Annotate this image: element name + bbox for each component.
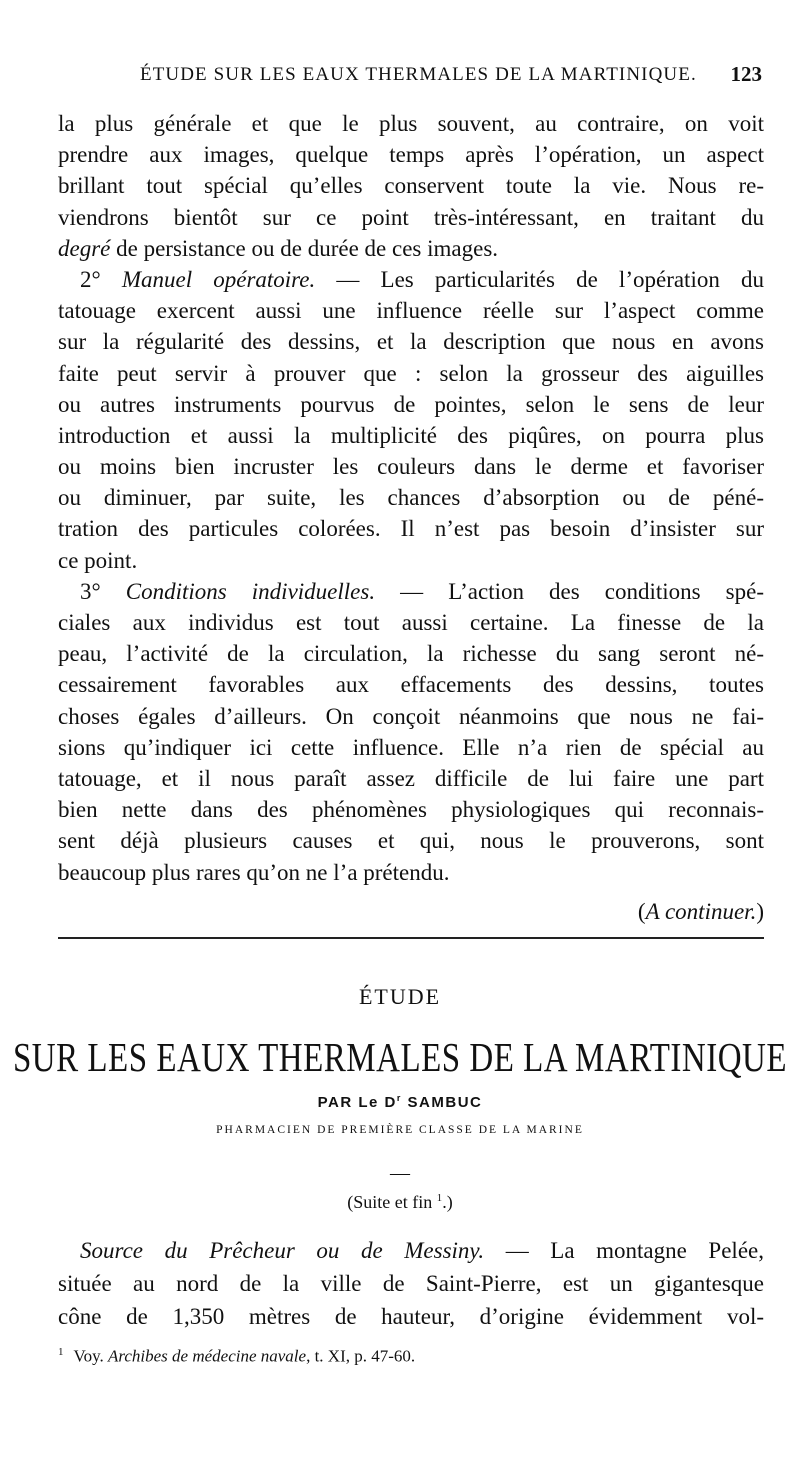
text-line xyxy=(58,607,764,638)
text-line xyxy=(58,264,764,295)
text-line xyxy=(58,857,764,888)
author-le: Le D xyxy=(358,1094,397,1111)
text-line xyxy=(58,825,764,856)
footnote-voy: Voy. xyxy=(73,1346,108,1366)
footnote-ref: 1 xyxy=(436,1192,443,1204)
section-title: SUR LES EAUX THERMALES DE LA MARTINIQUE xyxy=(12,1036,788,1081)
text-line xyxy=(58,701,764,732)
line-text: tatouage exercent aussi une influence réelle sur l’aspect comme xyxy=(58,298,764,324)
line-text: ou moins bien incruster les couleurs dans le derme et favoriser xyxy=(58,454,764,480)
suite-close: .) xyxy=(442,1192,453,1212)
italic-term: Source du Prêcheur ou de Messiny. xyxy=(80,1238,485,1263)
text-line xyxy=(58,794,764,825)
footnote xyxy=(58,1346,415,1367)
text-line xyxy=(58,638,764,669)
suite-text: (Suite et fin xyxy=(347,1192,437,1212)
line-text: beaucoup plus rares qu’on ne l’a prétendu. xyxy=(58,859,450,885)
running-title: ÉTUDE SUR LES EAUX THERMALES DE LA MARTINIQUE. xyxy=(140,64,697,85)
author-par: PAR xyxy=(317,1094,353,1111)
text-line xyxy=(58,482,764,513)
text-line xyxy=(58,451,764,482)
text-line xyxy=(58,108,764,139)
line-number-prefix: 3° xyxy=(80,578,126,604)
line-text: — L’action des conditions spé- xyxy=(375,578,764,604)
page-number: 123 xyxy=(730,62,762,86)
to-be-continued xyxy=(58,896,764,927)
text-line xyxy=(58,295,764,326)
text-line xyxy=(58,669,764,700)
line-text: tatouage, et il nous paraît assez difficile de lui faire une part xyxy=(58,765,764,791)
line-text: brillant tout spécial qu’elles conservent toute la vie. Nous re- xyxy=(58,173,764,199)
text-line xyxy=(58,358,764,389)
line-text: située au nord de la ville de Saint-Pierre, est un gigantesque xyxy=(58,1271,764,1296)
text-line xyxy=(58,732,764,763)
section-divider xyxy=(58,937,764,939)
line-text: cessairement favorables aux effacements des dessins, toutes xyxy=(58,672,764,698)
text-line xyxy=(58,576,764,607)
line-text: sur la régularité des dessins, et la description que nous en avons xyxy=(58,329,764,355)
text-line xyxy=(58,1300,764,1333)
line-text: choses égales d’ailleurs. On conçoit néanmoins que nous ne fai- xyxy=(58,703,764,729)
line-text: ciales aux individus est tout aussi certaine. La finesse de la xyxy=(58,610,764,635)
author-sup: r xyxy=(396,1093,402,1103)
text-line xyxy=(58,1234,764,1267)
section-kicker: ÉTUDE xyxy=(358,984,442,1009)
line-text: sions qu’indiquer ici cette influence. Elle n’a rien de spécial au xyxy=(58,734,764,760)
line-text: bien nette dans des phénomènes physiologiques qui reconnais- xyxy=(58,797,764,823)
line-text: — La montagne Pelée, xyxy=(484,1238,764,1263)
line-text: prendre aux images, quelque temps après l’opération, un aspect xyxy=(58,142,764,168)
text-line xyxy=(58,233,764,264)
line-text: sent déjà plusieurs causes et qui, nous le prouverons, sont xyxy=(58,828,764,854)
line-text: la plus générale et que le plus souvent, au contraire, on voit xyxy=(58,111,764,136)
text-line xyxy=(58,139,764,170)
text-line xyxy=(58,545,764,576)
paren-close: ) xyxy=(756,899,764,924)
text-line xyxy=(58,202,764,233)
italic-term: Conditions individuelles. xyxy=(125,578,376,604)
text-line xyxy=(58,513,764,544)
line-text: — Les particularités de l’opération du xyxy=(315,266,764,292)
separator-dash: — xyxy=(390,1162,410,1184)
line-text: peau, l’activité de la circulation, la richesse du sang seront né- xyxy=(58,641,764,667)
text-line xyxy=(58,420,764,451)
text-line xyxy=(58,389,764,420)
text-line xyxy=(58,1267,764,1300)
paren-open: ( xyxy=(637,899,646,924)
text-line xyxy=(58,326,764,357)
author-qualification: PHARMACIEN DE PREMIÈRE CLASSE DE LA MARINE xyxy=(216,1124,584,1136)
footnote-title: Archibes de médecine navale xyxy=(107,1346,307,1366)
body-text xyxy=(58,108,764,888)
line-text: viendrons bientôt sur ce point très-intéressant, en traitant du xyxy=(58,204,764,230)
author-line xyxy=(0,1094,800,1111)
to-be-continued-text: A continuer. xyxy=(645,899,757,924)
line-text: cône de 1,350 mètres de hauteur, d’origine évidemment vol- xyxy=(58,1304,764,1329)
line-text: de persistance ou de durée de ces images. xyxy=(110,235,499,261)
italic-term: degré xyxy=(58,235,111,261)
body-text-2 xyxy=(58,1234,764,1333)
suite-note xyxy=(0,1192,800,1213)
text-line xyxy=(58,763,764,794)
text-line xyxy=(58,170,764,201)
line-number-prefix: 2° xyxy=(80,266,122,292)
line-text: introduction et aussi la multiplicité des piqûres, on pourra plus xyxy=(58,422,764,448)
footnote-rest: , t. XI, p. 47-60. xyxy=(306,1346,416,1366)
italic-term: Manuel opératoire. xyxy=(121,266,316,292)
line-text: faite peut servir à prouver que : selon la grosseur des aiguilles xyxy=(58,360,764,386)
line-text: tration des particules colorées. Il n’est pas besoin d’insister sur xyxy=(58,516,764,542)
footnote-mark: 1 xyxy=(58,1346,64,1358)
line-text: ou autres instruments pourvus de pointes, selon le sens de leur xyxy=(58,391,764,417)
line-text: ou diminuer, par suite, les chances d’absorption ou de péné- xyxy=(58,485,764,511)
author-name: SAMBUC xyxy=(407,1094,483,1111)
running-head xyxy=(58,62,762,96)
line-text: ce point. xyxy=(58,547,138,573)
